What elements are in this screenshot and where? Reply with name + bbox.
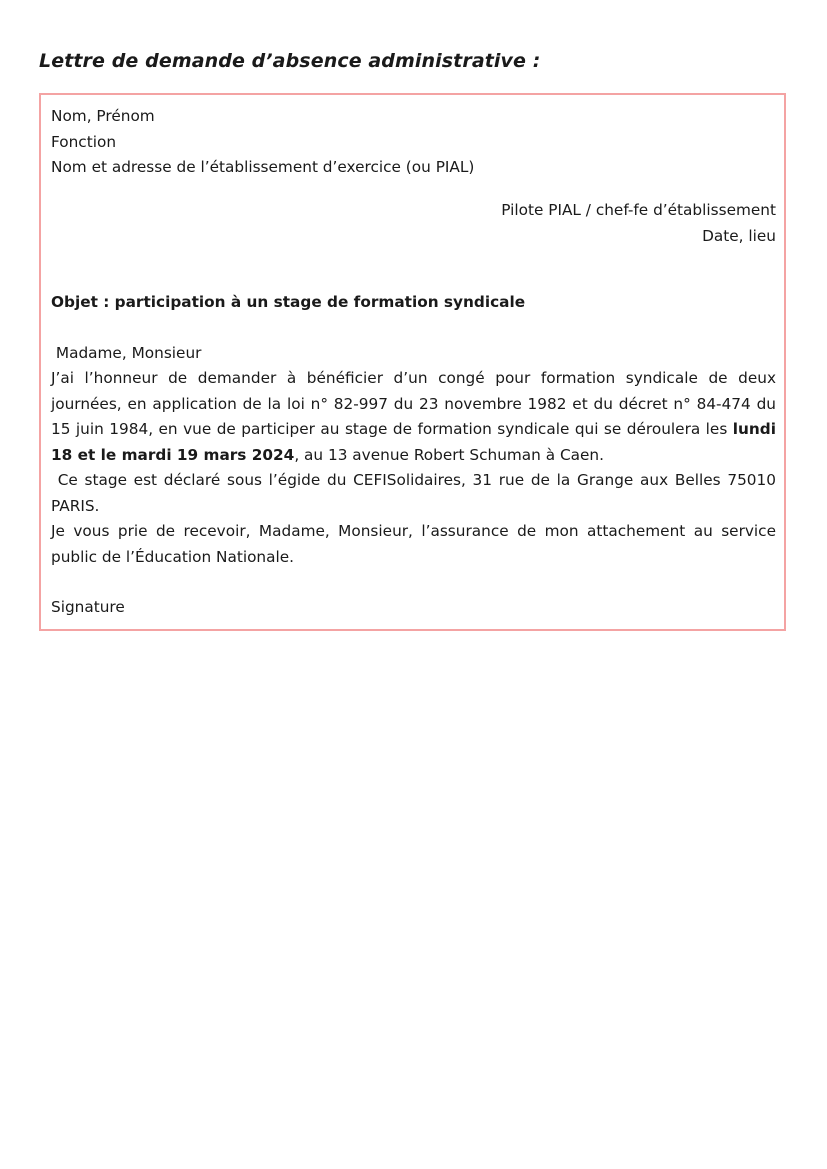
stage-dates: lundi 18 et le mardi 19 mars 2024 bbox=[51, 420, 776, 464]
sender-block bbox=[51, 104, 776, 181]
closing-paragraph: Je vous prie de recevoir, Madame, Monsieur, l’assurance de mon attachement au service public de l’Éducation Nationale. bbox=[51, 522, 776, 566]
letter-body-text bbox=[51, 366, 776, 570]
sender-establishment: Nom et adresse de l’établissement d’exercice (ou PIAL) bbox=[51, 158, 475, 176]
stage-location: , au 13 avenue Robert Schuman à Caen. bbox=[294, 445, 604, 464]
salutation-text: Madame, Monsieur bbox=[55, 344, 202, 362]
request-text: J’ai l’honneur de demander à bénéficier d’un congé pour formation syndicale de deux journées, en application de la loi n° 82-997 du 23 novembre 1982 et du décret n° 84-474 du 15 juin 1984, en vue de participer au stage de formation syndicale qui se déroulera les bbox=[51, 369, 776, 438]
declaration-text: Ce stage est déclaré sous l’égide du CEFISolidaires, 31 rue de la Grange aux Belles 75010 PARIS. bbox=[51, 471, 776, 515]
sender-function: Fonction bbox=[51, 132, 117, 151]
signature-line: Signature bbox=[51, 598, 125, 616]
request-paragraph bbox=[51, 366, 776, 468]
sender-name: Nom, Prénom bbox=[51, 107, 155, 125]
recipient-block bbox=[51, 198, 776, 249]
subject-line: Objet : participation à un stage de formation syndicale bbox=[51, 293, 526, 311]
recipient-addressee: Pilote PIAL / chef-fe d’établissement bbox=[501, 201, 776, 219]
declaration-paragraph bbox=[51, 468, 776, 519]
recipient-date-place: Date, lieu bbox=[702, 226, 776, 245]
salutation bbox=[51, 341, 776, 367]
page-title: Lettre de demande d’absence administrative : bbox=[39, 50, 541, 72]
